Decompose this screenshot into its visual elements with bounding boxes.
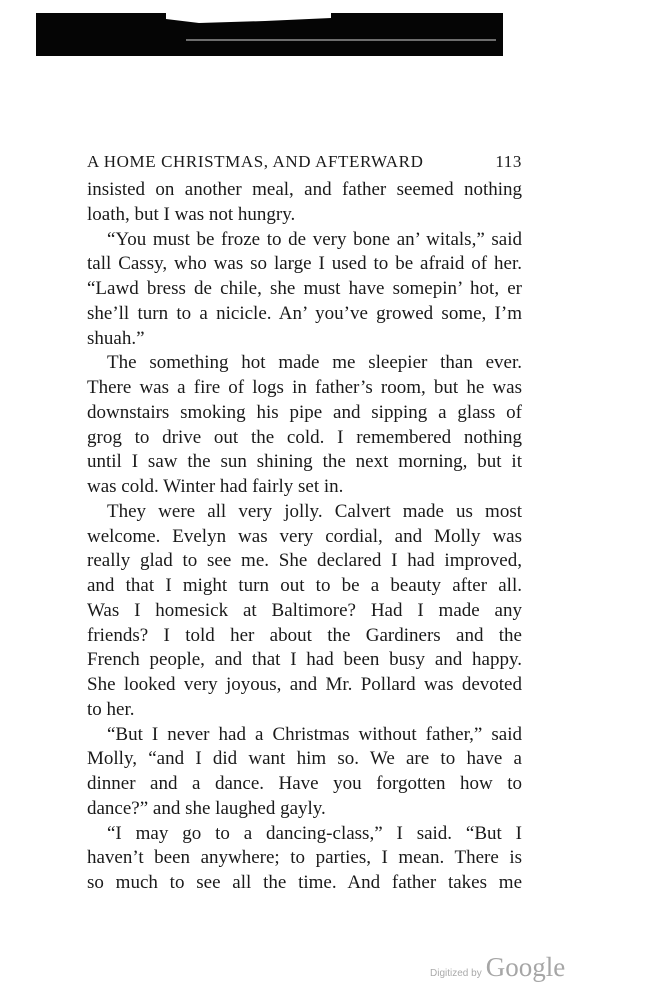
text-line: she’ll turn to a nicicle. An’ you’ve growed some, I’m <box>87 302 522 324</box>
text-line: to her. <box>87 698 135 720</box>
text-line: The something hot made me sleepier than ever. <box>107 352 522 374</box>
text-line: “You must be froze to de very bone an’ witals,” said <box>107 228 522 250</box>
text-line: “Lawd bress de chile, she must have somepin’ hot, er <box>87 278 522 299</box>
text-line: “I may go to a dancing-class,” I said. “But I <box>107 822 522 844</box>
running-title: A HOME CHRISTMAS, AND AFTERWARD <box>87 152 424 171</box>
text-line: tall Cassy, who was so large I used to be afraid of her. <box>87 253 522 275</box>
watermark-prefix: Digitized by <box>430 968 482 979</box>
page-body-text <box>87 178 522 896</box>
text-line: dinner and a dance. Have you forgotten how to <box>87 773 522 794</box>
text-line: dance?” and she laughed gayly. <box>87 797 326 819</box>
text-line: Molly, “and I did want him so. We are to have a <box>87 748 522 770</box>
text-line: shuah.” <box>87 327 145 349</box>
google-logo: Google <box>485 952 566 982</box>
paragraph <box>87 500 522 723</box>
text-line: and that I might turn out to be a beauty after all. <box>87 575 522 596</box>
text-line: “But I never had a Christmas without father,” said <box>107 723 522 745</box>
text-line: French people, and that I had been busy and happy. <box>87 649 522 671</box>
text-line: welcome. Evelyn was very cordial, and Molly was <box>87 525 522 547</box>
paragraph <box>87 822 522 896</box>
digitized-by-google-watermark <box>430 952 565 983</box>
text-line: haven’t been anywhere; to parties, I mean. There is <box>87 847 522 869</box>
text-line: was cold. Winter had fairly set in. <box>87 476 344 497</box>
text-line: She looked very joyous, and Mr. Pollard was devoted <box>87 674 522 695</box>
text-line: downstairs smoking his pipe and sipping a glass of <box>87 401 522 423</box>
text-line: Was I homesick at Baltimore? Had I made any <box>87 599 522 621</box>
text-line: insisted on another meal, and father seemed nothing <box>87 179 522 200</box>
running-header <box>87 152 522 172</box>
scan-artifact-bar <box>36 13 503 56</box>
text-line: so much to see all the time. And father takes me <box>87 872 522 893</box>
paragraph <box>87 351 522 500</box>
text-line: friends? I told her about the Gardiners and the <box>87 624 522 646</box>
text-line: loath, but I was not hungry. <box>87 203 296 225</box>
paragraph <box>87 723 522 822</box>
text-line: They were all very jolly. Calvert made us most <box>107 500 522 522</box>
text-line: really glad to see me. She declared I had improved, <box>87 550 522 572</box>
page-number: 113 <box>495 152 522 171</box>
text-line: until I saw the sun shining the next morning, but it <box>87 451 522 473</box>
text-line: There was a fire of logs in father’s room, but he was <box>87 377 522 398</box>
paragraph <box>87 228 522 352</box>
paragraph <box>87 178 522 228</box>
text-line: grog to drive out the cold. I remembered nothing <box>87 426 522 448</box>
